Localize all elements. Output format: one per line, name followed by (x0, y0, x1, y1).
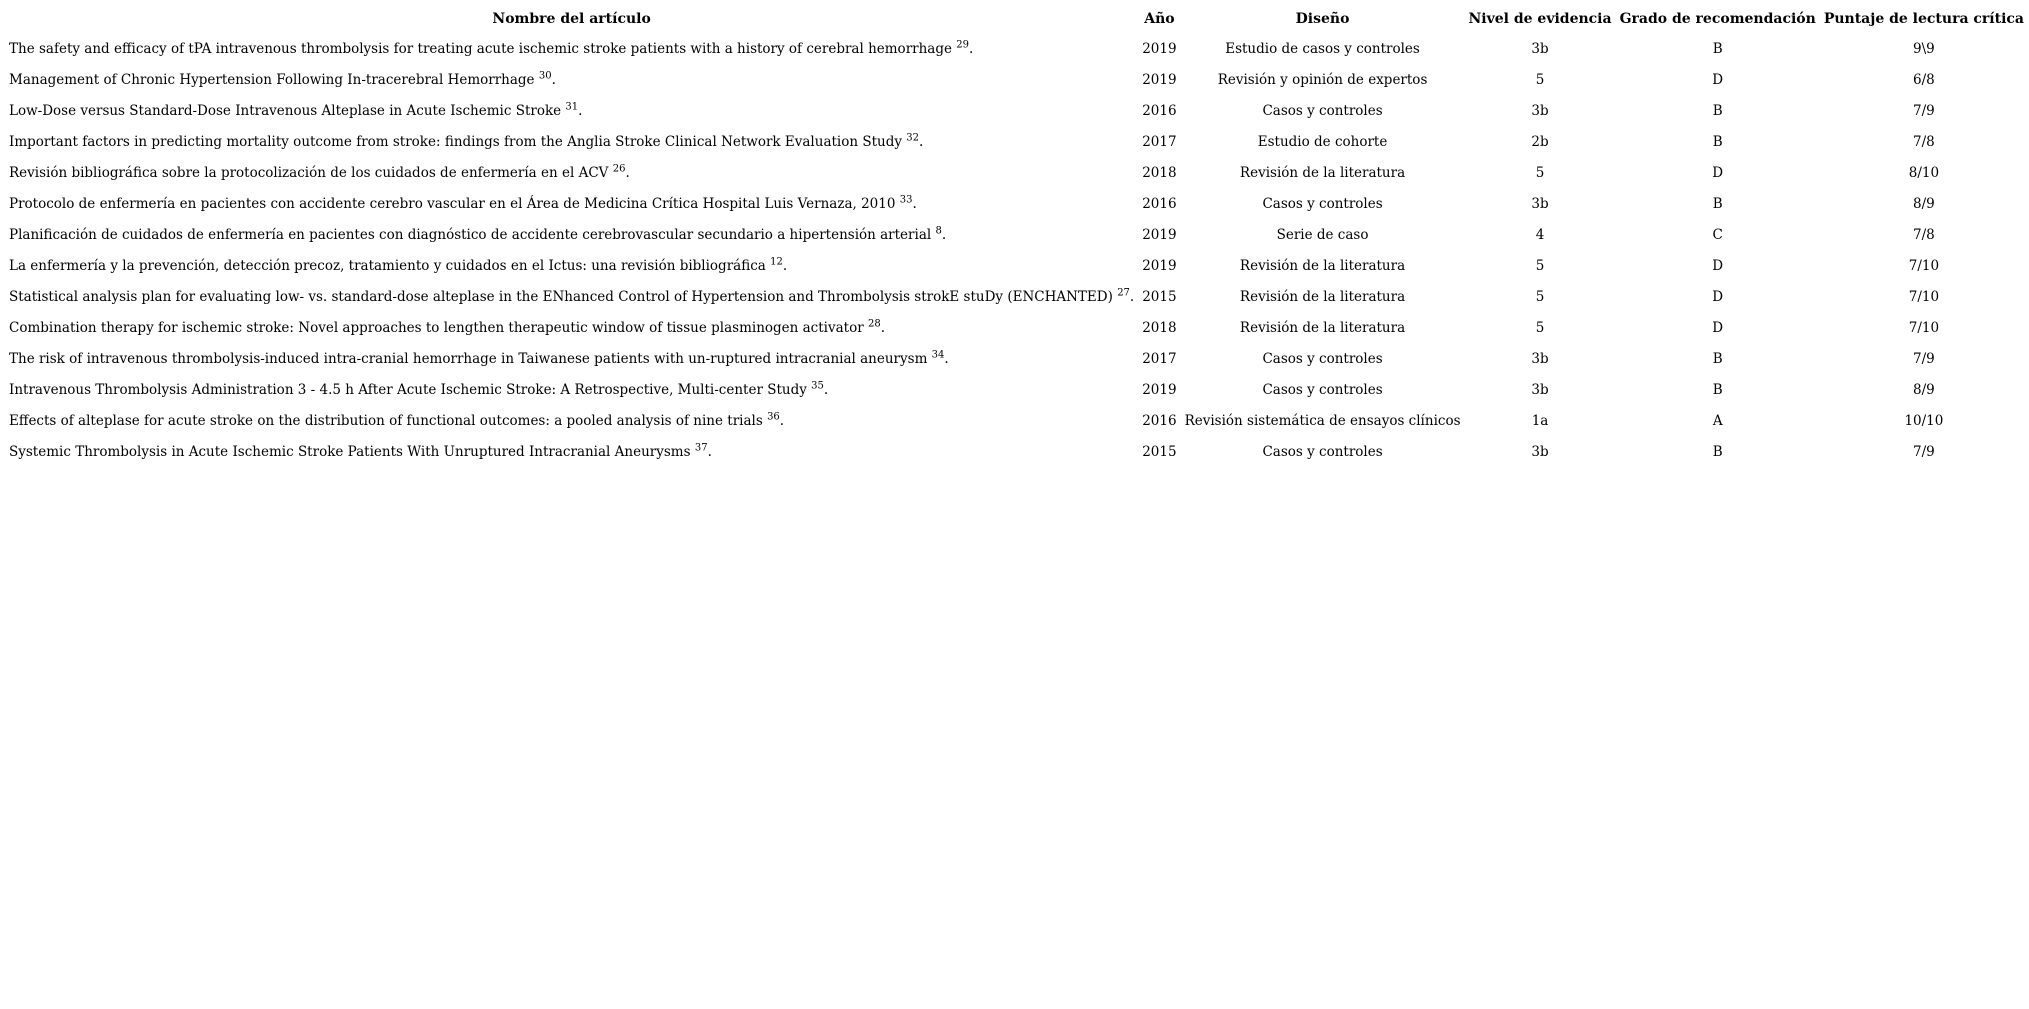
reference-number: 12 (770, 256, 783, 267)
reference-number: 8 (935, 225, 942, 236)
critical-reading-score-cell: 8/9 (1913, 381, 1935, 398)
critical-reading-score-cell: 8/9 (1913, 195, 1935, 212)
table-row (6, 65, 2027, 94)
reference-number: 33 (899, 194, 913, 205)
recommendation-grade-cell: A (1712, 412, 1723, 429)
year-cell: 2019 (1142, 40, 1177, 57)
recommendation-grade-cell: C (1712, 226, 1723, 243)
header-year: Año (1144, 11, 1175, 27)
article-title-cell: Revisión bibliográfica sobre la protocolización de los cuidados de enfermería en el ACV $^{26}$. (9, 163, 630, 181)
recommendation-grade-cell: D (1712, 319, 1724, 336)
table-header (6, 6, 2027, 32)
recommendation-grade-cell: D (1712, 164, 1724, 181)
recommendation-grade-cell: D (1712, 71, 1724, 88)
recommendation-grade-cell: B (1712, 133, 1723, 150)
evidence-level-cell: 5 (1535, 71, 1545, 88)
recommendation-grade-cell: B (1712, 40, 1723, 57)
year-cell: 2017 (1142, 133, 1177, 150)
reference-number: 35 (811, 380, 824, 391)
critical-reading-score-cell: 7/10 (1908, 288, 1940, 305)
article-title: Systemic Thrombolysis in Acute Ischemic Stroke Patients With Unruptured Intracranial Aneurysms (9, 443, 691, 460)
critical-reading-score-cell: 7/10 (1908, 319, 1940, 336)
critical-reading-score-cell: 8/10 (1908, 164, 1940, 181)
evidence-level-cell: 3b (1531, 381, 1549, 398)
header-evidence: Nivel de evidencia (1468, 11, 1612, 27)
evidence-level-cell: 4 (1535, 226, 1545, 243)
year-cell: 2018 (1142, 319, 1177, 336)
article-title: Protocolo de enfermería en pacientes con accidente cerebro vascular en el Área de Medicina Crítica Hospital Luis Vernaza, 2010 (9, 195, 896, 212)
evidence-level-cell: 3b (1531, 443, 1549, 460)
article-title-cell: Statistical analysis plan for evaluating low- vs. standard-dose alteplase in the ENhanced Control of Hypertension and Thrombolysis strokE stuDy (ENCHANTED) $^{27}$. (9, 287, 1135, 305)
critical-reading-score-cell: 7/8 (1913, 226, 1935, 243)
header-grade: Grado de recomendación (1619, 11, 1816, 27)
article-title-cell: Planificación de cuidados de enfermería en pacientes con diagnóstico de accidente cerebrovascular secundario a hipertensión arterial $^8$. (9, 225, 947, 243)
article-title-cell: Low-Dose versus Standard-Dose Intravenous Alteplase in Acute Ischemic Stroke $^{31}$. (9, 101, 583, 119)
evidence-level-cell: 3b (1531, 40, 1549, 57)
recommendation-grade-cell: D (1712, 257, 1724, 274)
year-cell: 2018 (1142, 164, 1177, 181)
evidence-level-cell: 3b (1531, 102, 1549, 119)
table-row (6, 406, 2027, 435)
reference-number: 27 (1117, 287, 1130, 298)
reference-number: 34 (931, 349, 945, 360)
year-cell: 2015 (1142, 443, 1177, 460)
design-cell: Casos y controles (1262, 381, 1383, 398)
reference-number: 32 (906, 132, 920, 143)
reference-number: 31 (565, 101, 579, 112)
critical-reading-score-cell: 7/9 (1913, 102, 1935, 119)
article-title: La enfermería y la prevención, detección precoz, tratamiento y cuidados en el Ictus: una revisión bibliográfica (9, 257, 766, 274)
design-cell: Casos y controles (1262, 195, 1383, 212)
year-cell: 2019 (1142, 257, 1177, 274)
article-title: Revisión bibliográfica sobre la protocolización de los cuidados de enfermería en el ACV (9, 164, 609, 181)
year-cell: 2016 (1142, 412, 1177, 429)
design-cell: Revisión y opinión de expertos (1217, 71, 1428, 88)
table-row (6, 158, 2027, 187)
evidence-level-cell: 5 (1535, 288, 1545, 305)
reference-number: 26 (612, 163, 626, 174)
design-cell: Estudio de casos y controles (1225, 40, 1420, 57)
reference-number: 30 (538, 70, 552, 81)
article-title-cell: Intravenous Thrombolysis Administration 3 - 4.5 h After Acute Ischemic Stroke: A Retrospective, Multi-center Study $^{35}$. (9, 380, 829, 398)
evidence-level-cell: 5 (1535, 257, 1545, 274)
recommendation-grade-cell: B (1712, 350, 1723, 367)
table-body (6, 34, 2027, 466)
critical-reading-score-cell: 6/8 (1913, 71, 1935, 88)
table-row (6, 189, 2027, 218)
year-cell: 2019 (1142, 71, 1177, 88)
table-row (6, 313, 2027, 342)
design-cell: Casos y controles (1262, 102, 1383, 119)
article-title-cell: The risk of intravenous thrombolysis-induced intra-cranial hemorrhage in Taiwanese patients with un-ruptured intracranial aneurysm $^{34}$. (9, 349, 949, 367)
critical-reading-score-cell: 7/9 (1913, 443, 1935, 460)
header-title: Nombre del artículo (492, 11, 651, 27)
table-row (6, 127, 2027, 156)
evidence-level-cell: 3b (1531, 350, 1549, 367)
article-title: Important factors in predicting mortality outcome from stroke: findings from the Anglia Stroke Clinical Network Evaluation Study (9, 133, 902, 150)
article-title: Effects of alteplase for acute stroke on the distribution of functional outcomes: a pooled analysis of nine trials (9, 412, 763, 429)
header-design: Diseño (1295, 11, 1350, 27)
article-title-cell: Combination therapy for ischemic stroke: Novel approaches to lengthen therapeutic window of tissue plasminogen activator $^{28}$. (9, 318, 885, 336)
critical-reading-score-cell: 9\9 (1913, 40, 1935, 57)
critical-reading-score-cell: 7/10 (1908, 257, 1940, 274)
article-title: Management of Chronic Hypertension Following In-tracerebral Hemorrhage (9, 71, 535, 88)
article-title-cell: Management of Chronic Hypertension Following In-tracerebral Hemorrhage $^{30}$. (9, 70, 556, 88)
article-title-cell: Effects of alteplase for acute stroke on the distribution of functional outcomes: a pooled analysis of nine trials $^{36}$. (9, 411, 785, 429)
design-cell: Revisión de la literatura (1239, 164, 1406, 181)
article-title: The risk of intravenous thrombolysis-induced intra-cranial hemorrhage in Taiwanese patients with un-ruptured intracranial aneurysm (9, 350, 928, 367)
table-row (6, 282, 2027, 311)
year-cell: 2019 (1142, 226, 1177, 243)
critical-reading-score-cell: 7/9 (1913, 350, 1935, 367)
design-cell: Revisión sistemática de ensayos clínicos (1184, 412, 1461, 429)
year-cell: 2015 (1142, 288, 1177, 305)
table-row (6, 375, 2027, 404)
reference-number: 28 (867, 318, 881, 329)
design-cell: Revisión de la literatura (1239, 319, 1406, 336)
header-row (6, 6, 2027, 32)
reference-number: 37 (694, 442, 708, 453)
design-cell: Revisión de la literatura (1239, 257, 1406, 274)
design-cell: Casos y controles (1262, 350, 1383, 367)
article-title: Intravenous Thrombolysis Administration 3 - 4.5 h After Acute Ischemic Stroke: A Retrospective, Multi-center Study (9, 381, 807, 398)
table-row (6, 344, 2027, 373)
critical-reading-score-cell: 7/8 (1913, 133, 1935, 150)
critical-reading-score-cell: 10/10 (1904, 412, 1944, 429)
design-cell: Casos y controles (1262, 443, 1383, 460)
header-score: Puntaje de lectura crítica (1823, 11, 2024, 27)
year-cell: 2016 (1142, 102, 1177, 119)
evidence-level-cell: 5 (1535, 164, 1545, 181)
table-row (6, 251, 2027, 280)
recommendation-grade-cell: B (1712, 443, 1723, 460)
article-title: Low-Dose versus Standard-Dose Intravenous Alteplase in Acute Ischemic Stroke (9, 102, 562, 119)
reference-number: 36 (767, 411, 780, 422)
article-title: Statistical analysis plan for evaluating low- vs. standard-dose alteplase in the ENhanced Control of Hypertension and Thrombolysis strokE stuDy (ENCHANTED) (9, 288, 1113, 305)
table-row (6, 437, 2027, 466)
design-cell: Revisión de la literatura (1239, 288, 1406, 305)
year-cell: 2016 (1142, 195, 1177, 212)
evidence-level-cell: 3b (1531, 195, 1549, 212)
design-cell: Serie de caso (1276, 226, 1369, 243)
article-title-cell: Important factors in predicting mortality outcome from stroke: findings from the Anglia Stroke Clinical Network Evaluation Study $^{32}$. (9, 132, 924, 150)
design-cell: Estudio de cohorte (1257, 133, 1388, 150)
article-title: Combination therapy for ischemic stroke: Novel approaches to lengthen therapeutic window of tissue plasminogen activator (9, 319, 864, 336)
table-row (6, 96, 2027, 125)
article-title-cell: Protocolo de enfermería en pacientes con accidente cerebro vascular en el Área de Medicina Crítica Hospital Luis Vernaza, 2010 $^{33}$. (9, 194, 917, 212)
year-cell: 2017 (1142, 350, 1177, 367)
articles-table (4, 4, 2029, 468)
article-title-cell: Systemic Thrombolysis in Acute Ischemic Stroke Patients With Unruptured Intracranial Aneurysms $^{37}$. (9, 442, 712, 460)
table-row (6, 34, 2027, 63)
table-row (6, 220, 2027, 249)
article-title: Planificación de cuidados de enfermería en pacientes con diagnóstico de accidente cerebrovascular secundario a hipertensión arterial (9, 226, 932, 243)
article-title-cell: The safety and efficacy of tPA intravenous thrombolysis for treating acute ischemic stroke patients with a history of cerebral hemorrhage $^{29}$. (9, 39, 974, 57)
recommendation-grade-cell: B (1712, 195, 1723, 212)
recommendation-grade-cell: B (1712, 102, 1723, 119)
recommendation-grade-cell: B (1712, 381, 1723, 398)
article-title-cell: La enfermería y la prevención, detección precoz, tratamiento y cuidados en el Ictus: una revisión bibliográfica $^{12}$. (9, 256, 788, 274)
evidence-level-cell: 5 (1535, 319, 1545, 336)
evidence-level-cell: 2b (1531, 133, 1549, 150)
article-title: The safety and efficacy of tPA intravenous thrombolysis for treating acute ischemic stroke patients with a history of cerebral hemorrhage (9, 40, 952, 57)
reference-number: 29 (956, 39, 970, 50)
evidence-level-cell: 1a (1531, 412, 1549, 429)
year-cell: 2019 (1142, 381, 1177, 398)
recommendation-grade-cell: D (1712, 288, 1724, 305)
